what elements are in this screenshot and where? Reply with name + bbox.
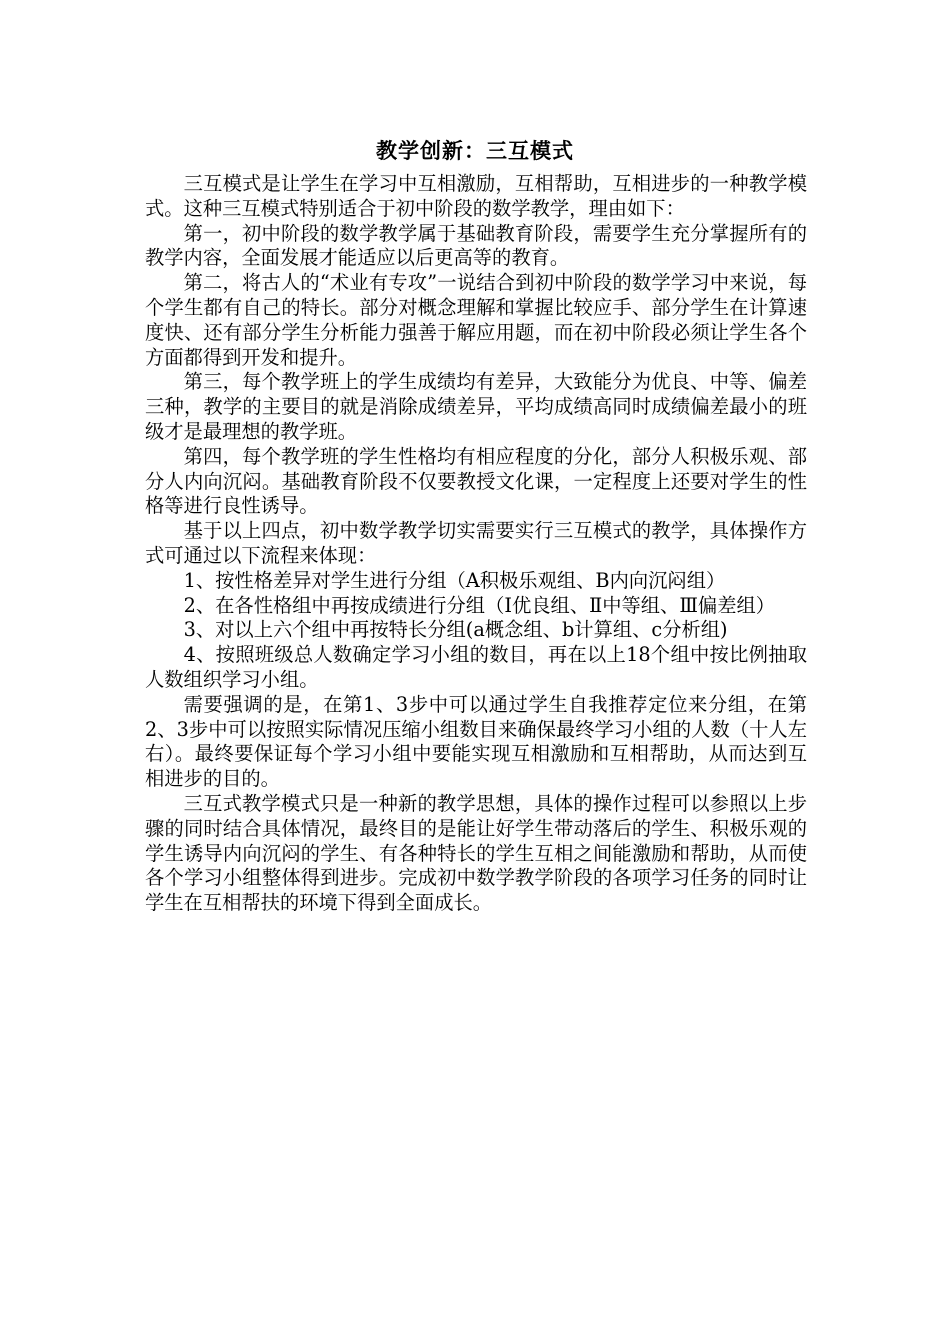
paragraph-first-reason: 第一，初中阶段的数学教学属于基础教育阶段，需要学生充分掌握所有的教学内容，全面发展才能适应以后更高等的教育。 [145,221,807,270]
paragraph-intro: 三互模式是让学生在学习中互相激励，互相帮助，互相进步的一种教学模式。这种三互模式特别适合于初中阶段的数学教学，理由如下： [145,172,807,220]
paragraph-third-reason: 第三，每个教学班上的学生成绩均有差异，大致能分为优良、中等、偏差三种，教学的主要目的就是消除成绩差异，平均成绩高同时成绩偏差最小的班级才是最理想的教学班。 [145,370,807,443]
paragraph-step-1: 1、按性格差异对学生进行分组（A积极乐观组、B内向沉闷组） [183,568,726,592]
paragraph-emphasis: 需要强调的是，在第1、3步中可以通过学生自我推荐定位来分组，在第2、3步中可以按照实际情况压缩小组数目来确保最终学习小组的人数（十人左右）。最终要保证每个学习小组中要能实现互相激励和互相帮助，从而达到互相进步的目的。 [145,692,807,791]
document-body [145,172,807,916]
paragraph-step-2: 2、在各性格组中再按成绩进行分组（Ⅰ优良组、Ⅱ中等组、Ⅲ偏差组） [183,593,776,617]
paragraph-step-3: 3、对以上六个组中再按特长分组(a概念组、b计算组、c分析组) [183,618,728,642]
document-title: 教学创新：三互模式 [376,138,574,163]
paragraph-step-4: 4、按照班级总人数确定学习小组的数目，再在以上18个组中按比例抽取人数组织学习小组。 [145,643,807,691]
paragraph-procedure-intro: 基于以上四点，初中数学教学切实需要实行三互模式的教学，具体操作方式可通过以下流程来体现： [145,519,807,567]
paragraph-second-reason: 第二，将古人的“术业有专攻”一说结合到初中阶段的数学学习中来说，每个学生都有自己的特长。部分对概念理解和掌握比较应手、部分学生在计算速度快、还有部分学生分析能力强善于解应用题，而在初中阶段必须让学生各个方面都得到开发和提升。 [145,271,807,369]
paragraph-fourth-reason: 第四，每个教学班的学生性格均有相应程度的分化，部分人积极乐观、部分人内向沉闷。基础教育阶段不仅要教授文化课，一定程度上还要对学生的性格等进行良性诱导。 [145,444,807,518]
paragraph-conclusion: 三互式教学模式只是一种新的教学思想，具体的操作过程可以参照以上步骤的同时结合具体情况，最终目的是能让好学生带动落后的学生、积极乐观的学生诱导内向沉闷的学生、有各种特长的学生互相之间能激励和帮助，从而使各个学习小组整体得到进步。完成初中数学教学阶段的各项学习任务的同时让学生在互相帮扶的环境下得到全面成长。 [145,791,807,915]
